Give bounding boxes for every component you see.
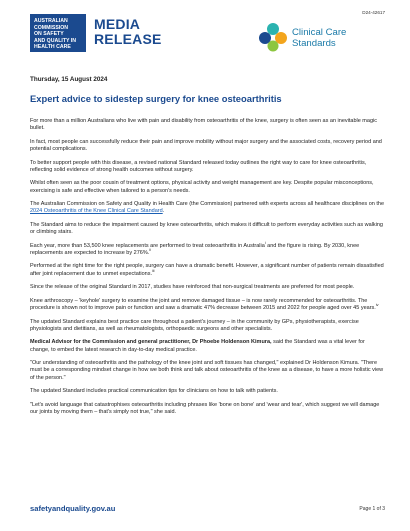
commission-logo-line: AUSTRALIAN	[34, 18, 68, 24]
commission-logo-line: AND QUALITY IN	[34, 37, 76, 44]
release-date: Thursday, 15 August 2024	[30, 76, 108, 83]
paragraph: Since the release of the original Standard in 2017, studies have reinforced that non-surgical treatments are preferred for most people.	[30, 284, 355, 291]
footnote-ref: iii	[152, 268, 155, 273]
clinical-care-standards-logo	[258, 22, 398, 54]
paragraph: In fact, most people can successfully reduce their pain and improve mobility without major surgery and the associated costs, recovery period and potential complications.	[30, 138, 382, 153]
paragraph: For more than a million Australians who live with pain and disability from osteoarthritis of the knee, surgery is often seen as an inevitable magic bullet.	[30, 118, 377, 132]
footnote-ref: iv	[375, 303, 379, 308]
commission-logo-line: COMMISSION	[34, 24, 69, 31]
ccs-logo-circle-green	[268, 41, 279, 52]
paragraph: The Standard aims to reduce the impairment caused by knee osteoarthritis, which makes it difficult to perform everyday activities such as walking or climbing stairs.	[30, 221, 383, 236]
media-release-line: MEDIA	[94, 16, 141, 32]
commission-logo-line: ON SAFETY	[34, 31, 64, 38]
footer-website-link[interactable]: safetyandquality.gov.au	[30, 504, 116, 513]
headline: Expert advice to sidestep surgery for knee osteoarthritis	[30, 93, 282, 104]
commission-logo	[30, 14, 86, 52]
ccs-logo-icon	[258, 22, 288, 52]
ccs-logo-line: Clinical Care	[292, 27, 347, 38]
paragraph	[30, 240, 385, 258]
document-id: D24-42617	[362, 10, 385, 15]
media-release-title	[94, 17, 162, 47]
paragraph-bold-text: Medical Advisor for the Commission and general practitioner, Dr Phoebe Holdenson Kimura,	[30, 339, 272, 346]
paragraph	[30, 298, 385, 313]
paragraph-text: and the figure is rising. By 2030, knee replacements are expected to increase by 276%.	[30, 242, 360, 256]
paragraph	[30, 201, 385, 216]
paragraph-text: Performed at the right time for the right people, surgery can have a dramatic benefit. However, a significant number of patients remain dissatisfied after joint replacement due to unmet expectations.	[30, 263, 384, 277]
ccs-logo-line: Standards	[292, 37, 336, 49]
paragraph: The updated Standard explains best practice care throughout a patient's journey – in the community by GPs, physiotherapists, exercise physiologists and dietitians, as well as rheumatologists, orthopaedic surgeons and other specialists.	[30, 318, 359, 332]
standard-link[interactable]: 2024 Osteoarthritis of the Knee Clinical Care Standard	[30, 208, 163, 215]
commission-logo-line: HEALTH CARE	[34, 44, 71, 51]
paragraph: To better support people with this disease, a revised national Standard released today outlines the right way to care for knee osteoarthritis, reflecting solid evidence of strong health outcomes without surgery.	[30, 159, 367, 173]
paragraph: The updated Standard includes practical communication tips for clinicians on how to talk with patients.	[30, 388, 278, 395]
paragraph-text: Knee arthroscopy – 'keyhole' surgery to examine the joint and remove damaged tissue – is now rarely recommended for osteoarthritis. The procedure is shown not to improve pain or function and saw a dramatic 47% decrease between 2015 and 2022 for people aged over 45 years.	[30, 297, 376, 312]
footnote-ref: i	[264, 240, 266, 245]
ccs-logo-circle-teal	[267, 23, 279, 35]
footnote-ref: ii	[149, 248, 151, 253]
page-number: Page 1 of 3	[359, 506, 385, 512]
ccs-logo-text	[292, 28, 346, 49]
paragraph-text: Each year, more than 53,500 knee replacements are performed to treat osteoarthritis in Australia	[30, 242, 265, 249]
paragraph-text: The Australian Commission on Safety and Quality in Health Care (the Commission) partnered with experts across all healthcare disciplines on the	[30, 201, 385, 208]
paragraph: "Our understanding of osteoarthritis and the pathology of the knee joint and soft tissues has changed," explained Dr Holdenson Kimura. "There must be a corresponding mindset change in how we both think and talk about osteoarthritis of the knee as a disease, to have a more holistic view of the person."	[30, 360, 384, 381]
article-body	[30, 118, 385, 422]
media-release-line: RELEASE	[94, 31, 162, 47]
paragraph-text: .	[162, 208, 165, 215]
paragraph	[30, 263, 385, 278]
paragraph-text: said the Standard was a vital lever for change, to embed the latest research in day-to-day medical practice.	[30, 339, 365, 353]
paragraph	[30, 339, 385, 354]
paragraph: Whilst often seen as the poor cousin of treatment options, physical activity and weight management are key. Despite popular misconceptions, exercising is safe and effective when tailored to a person's needs.	[30, 180, 374, 194]
paragraph: "Let's avoid language that catastrophises osteoarthritis including phrases like 'bone on bone' and 'wear and tear', which suggest we will damage our joints by moving them – that's simply not true," she said.	[30, 401, 380, 415]
